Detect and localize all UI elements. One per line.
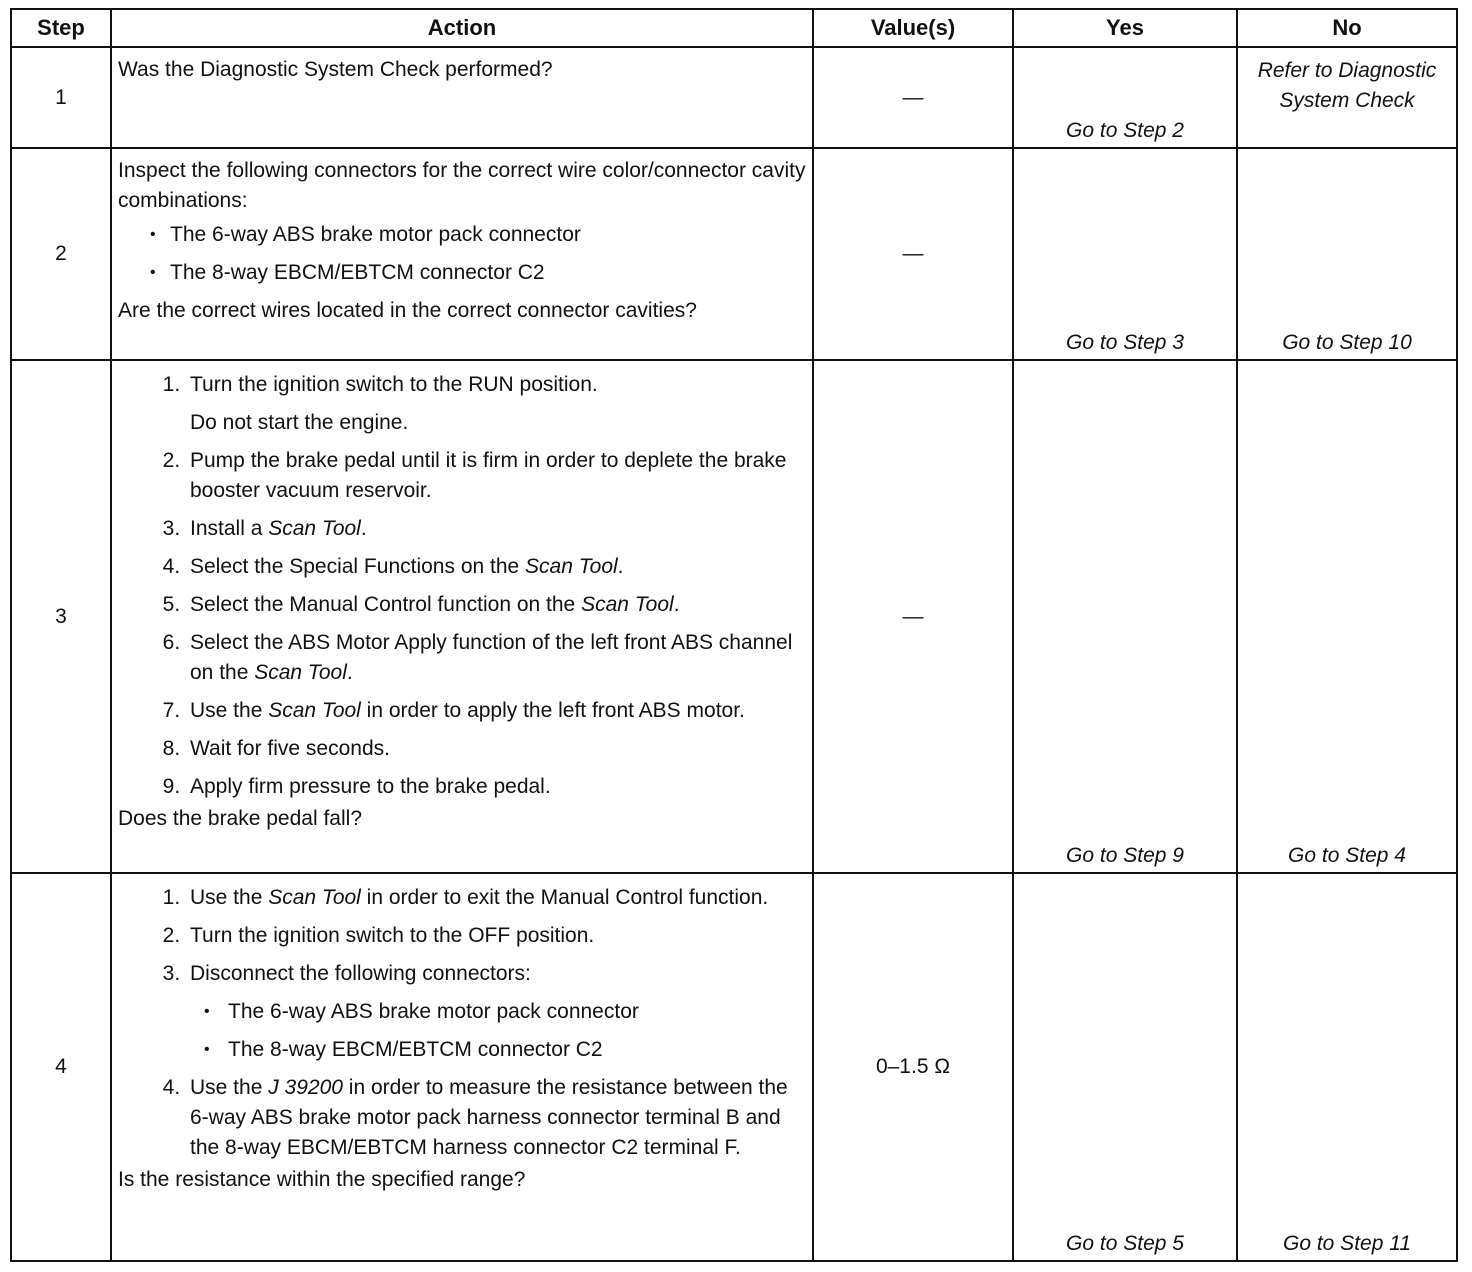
value-cell: 0–1.5 Ω bbox=[813, 873, 1013, 1261]
list-item: 9. Apply firm pressure to the brake pedal. bbox=[186, 772, 806, 802]
table-row bbox=[11, 873, 1457, 1261]
tool-name: J 39200 bbox=[268, 1076, 343, 1099]
header-action: Action bbox=[111, 9, 813, 47]
item-text: Select the ABS Motor Apply function of the left front ABS channel on the bbox=[190, 631, 793, 684]
list-item: • The 6-way ABS brake motor pack connector bbox=[170, 220, 806, 250]
yes-cell: Go to Step 3 bbox=[1013, 148, 1237, 360]
list-item bbox=[186, 590, 806, 620]
list-item bbox=[186, 883, 806, 913]
item-text: in order to apply the left front ABS motor. bbox=[360, 699, 745, 722]
connector-list bbox=[190, 997, 806, 1065]
action-cell bbox=[111, 873, 813, 1261]
item-note: Do not start the engine. bbox=[190, 411, 409, 434]
question-text: Does the brake pedal fall? bbox=[118, 807, 362, 830]
value-cell: — bbox=[813, 47, 1013, 148]
table-row bbox=[11, 360, 1457, 873]
item-text: Turn the ignition switch to the RUN position. bbox=[190, 373, 598, 396]
item-text: . bbox=[360, 517, 367, 540]
tool-name: Scan Tool bbox=[268, 699, 361, 722]
list-item bbox=[186, 959, 806, 1065]
question-text: Is the resistance within the specified range? bbox=[118, 1168, 526, 1191]
diagnostic-table bbox=[10, 8, 1458, 1262]
list-item bbox=[186, 628, 806, 688]
item-text: Install a bbox=[190, 517, 269, 540]
list-item: • The 8-way EBCM/EBTCM connector C2 bbox=[170, 258, 806, 288]
yes-cell: Go to Step 2 bbox=[1013, 47, 1237, 148]
header-yes: Yes bbox=[1013, 9, 1237, 47]
tool-name: Scan Tool bbox=[581, 593, 674, 616]
item-text: . bbox=[673, 593, 680, 616]
yes-cell: Go to Step 9 bbox=[1013, 360, 1237, 873]
header-no: No bbox=[1237, 9, 1457, 47]
value-cell: — bbox=[813, 360, 1013, 873]
item-text: . bbox=[617, 555, 624, 578]
table-row bbox=[11, 47, 1457, 148]
question-text: Are the correct wires located in the correct connector cavities? bbox=[118, 299, 697, 322]
list-item bbox=[186, 370, 806, 438]
list-item: • The 8-way EBCM/EBTCM connector C2 bbox=[224, 1035, 806, 1065]
list-item: 2. Pump the brake pedal until it is firm in order to deplete the brake booster vacuum reservoir. bbox=[186, 446, 806, 506]
procedure-list bbox=[118, 883, 806, 1163]
no-cell: Refer to Diagnostic System Check bbox=[1237, 47, 1457, 148]
item-text: Select the Manual Control function on the bbox=[190, 593, 582, 616]
list-item: • The 6-way ABS brake motor pack connector bbox=[224, 997, 806, 1027]
yes-cell: Go to Step 5 bbox=[1013, 873, 1237, 1261]
list-item bbox=[186, 696, 806, 726]
intro-text: Inspect the following connectors for the correct wire color/connector cavity combinations: bbox=[118, 159, 806, 212]
tool-name: Scan Tool bbox=[254, 661, 347, 684]
action-cell bbox=[111, 47, 813, 148]
step-number: 3 bbox=[11, 360, 111, 873]
item-text: in order to measure the resistance between the 6-way ABS brake motor pack harness connector terminal B and the 8-way EBCM/EBTCM harness connector C2 terminal F. bbox=[190, 1076, 788, 1159]
list-item bbox=[186, 1073, 806, 1163]
no-cell: Go to Step 11 bbox=[1237, 873, 1457, 1261]
item-text: . bbox=[346, 661, 353, 684]
item-text: in order to exit the Manual Control function. bbox=[360, 886, 769, 909]
step-number: 4 bbox=[11, 873, 111, 1261]
action-cell bbox=[111, 148, 813, 360]
no-cell: Go to Step 10 bbox=[1237, 148, 1457, 360]
step-number: 2 bbox=[11, 148, 111, 360]
list-item: 8. Wait for five seconds. bbox=[186, 734, 806, 764]
header-row bbox=[11, 9, 1457, 47]
item-text: Select the Special Functions on the bbox=[190, 555, 526, 578]
item-text: Use the bbox=[190, 886, 269, 909]
list-item: 2. Turn the ignition switch to the OFF position. bbox=[186, 921, 806, 951]
no-cell: Go to Step 4 bbox=[1237, 360, 1457, 873]
value-cell: — bbox=[813, 148, 1013, 360]
list-item bbox=[186, 514, 806, 544]
procedure-list bbox=[118, 370, 806, 802]
item-text: Disconnect the following connectors: bbox=[190, 962, 531, 985]
item-text: Use the bbox=[190, 699, 269, 722]
action-cell bbox=[111, 360, 813, 873]
list-item bbox=[186, 552, 806, 582]
table-row bbox=[11, 148, 1457, 360]
step-number: 1 bbox=[11, 47, 111, 148]
question-text: Was the Diagnostic System Check performed? bbox=[118, 58, 553, 81]
header-value: Value(s) bbox=[813, 9, 1013, 47]
tool-name: Scan Tool bbox=[525, 555, 618, 578]
tool-name: Scan Tool bbox=[268, 886, 361, 909]
item-text: Use the bbox=[190, 1076, 269, 1099]
connector-list bbox=[118, 220, 806, 288]
tool-name: Scan Tool bbox=[268, 517, 361, 540]
header-step: Step bbox=[11, 9, 111, 47]
